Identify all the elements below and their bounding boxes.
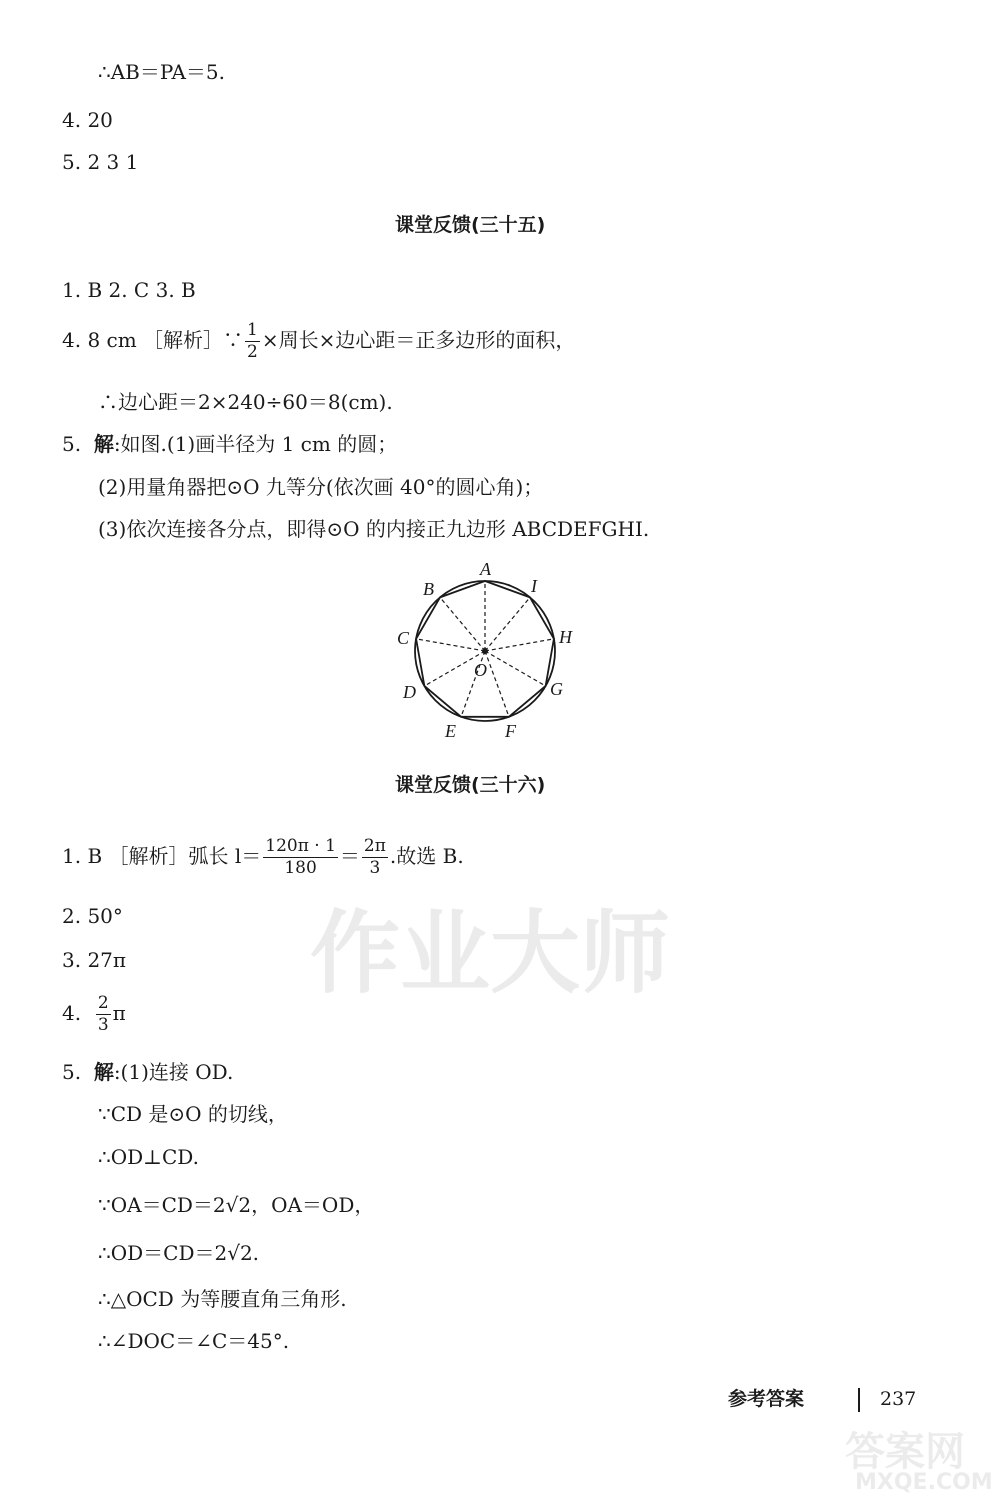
fraction-numerator: 2π <box>363 836 386 856</box>
fraction-numerator: 120π · 1 <box>265 836 336 856</box>
line-ab-pa: ∴AB＝PA＝5. <box>98 60 226 84</box>
fraction-denominator: 3 <box>97 1015 109 1035</box>
answer-4-fraction <box>62 995 126 1034</box>
radius-line <box>485 651 509 717</box>
answers-1-3: 1. B 2. C 3. B <box>62 278 196 302</box>
equals-sign: ＝ <box>339 844 360 868</box>
answer-1-arc <box>62 838 464 877</box>
radius-line <box>416 639 485 651</box>
watermark-logo: 答案网 <box>845 1429 965 1475</box>
solution-label: 解 <box>93 432 114 456</box>
answer-4-suffix: ×周长×边心距＝正多边形的面积， <box>261 328 576 352</box>
fraction-half <box>245 322 260 361</box>
radius-line <box>485 651 546 686</box>
answer-5b-number: 5. <box>62 1060 82 1084</box>
vertex-label-c: C <box>397 628 410 648</box>
apothem-result: ∴边心距＝2×240÷60＝8(cm). <box>98 390 393 414</box>
center-point-o <box>482 648 488 654</box>
answer-5-step1: :如图.(1)画半径为 1 cm 的圆； <box>113 432 398 456</box>
proof-line-2: ∴OD⊥CD. <box>98 1145 199 1169</box>
center-label-o: O <box>474 660 487 680</box>
answer-5-step3: (3)依次连接各分点，即得⊙O 的内接正九边形 ABCDEFGHI. <box>98 517 650 541</box>
fraction-two-thirds <box>96 995 111 1034</box>
fraction-numerator: 1 <box>247 320 258 340</box>
answer-3: 3. 27π <box>62 948 127 972</box>
answer-5b-intro <box>62 1062 233 1082</box>
fraction-numerator: 2 <box>97 993 109 1013</box>
proof-line-3: ∵OA＝CD＝2√2，OA＝OD， <box>98 1193 375 1217</box>
vertex-label-a: A <box>480 559 491 579</box>
page-number: 237 <box>880 1388 917 1410</box>
vertex-label-e: E <box>445 721 456 741</box>
answer-4b-number: 4. <box>62 1001 82 1025</box>
section-title-35: 课堂反馈(三十五) <box>395 214 546 236</box>
inscribed-nonagon-figure <box>385 555 585 745</box>
answer-5-number: 5. <box>62 432 82 456</box>
pi-symbol: π <box>112 1001 126 1025</box>
answer-1-prefix: 1. B ［解析］弧长 l＝ <box>62 844 262 868</box>
answer-1-suffix: .故选 B. <box>389 844 464 868</box>
radius-line <box>440 597 485 651</box>
fraction-denominator: 180 <box>284 858 317 878</box>
answer-4-prefix: 4. 8 cm ［解析］∵ <box>62 328 244 352</box>
footer-divider <box>858 1388 860 1412</box>
answer-2: 2. 50° <box>62 904 123 928</box>
answer-5-intro <box>62 434 397 454</box>
proof-line-4: ∴OD＝CD＝2√2. <box>98 1241 260 1265</box>
proof-line-6: ∴∠DOC＝∠C＝45°. <box>98 1329 290 1353</box>
vertex-label-g: G <box>550 679 563 699</box>
fraction-two-pi-thirds <box>362 838 388 877</box>
solution-label: 解 <box>93 1060 114 1084</box>
fraction-denominator: 2 <box>247 342 258 362</box>
vertex-label-i: I <box>531 576 537 596</box>
fraction-arc-length <box>263 838 338 877</box>
watermark-center: 作业大师 <box>310 901 670 1006</box>
vertex-label-h: H <box>559 627 572 647</box>
vertex-label-d: D <box>403 682 416 702</box>
vertex-label-f: F <box>505 721 516 741</box>
section-title-36: 课堂反馈(三十六) <box>395 774 546 796</box>
answer-5: 5. 2 3 1 <box>62 150 139 174</box>
proof-line-5: ∴△OCD 为等腰直角三角形. <box>98 1287 347 1311</box>
vertex-label-b: B <box>423 579 434 599</box>
answer-5-step2: (2)用量角器把⊙O 九等分(依次画 40°的圆心角)； <box>98 475 544 499</box>
answer-4-analysis <box>62 322 575 361</box>
radius-line <box>485 597 530 651</box>
answer-4: 4. 20 <box>62 108 113 132</box>
proof-line-1: ∵CD 是⊙O 的切线， <box>98 1102 288 1126</box>
answer-5b-step1: :(1)连接 OD. <box>113 1060 234 1084</box>
radius-line <box>485 639 554 651</box>
footer-label: 参考答案 <box>728 1388 805 1410</box>
watermark-site: MXQE.COM <box>855 1470 993 1495</box>
fraction-denominator: 3 <box>369 858 381 878</box>
